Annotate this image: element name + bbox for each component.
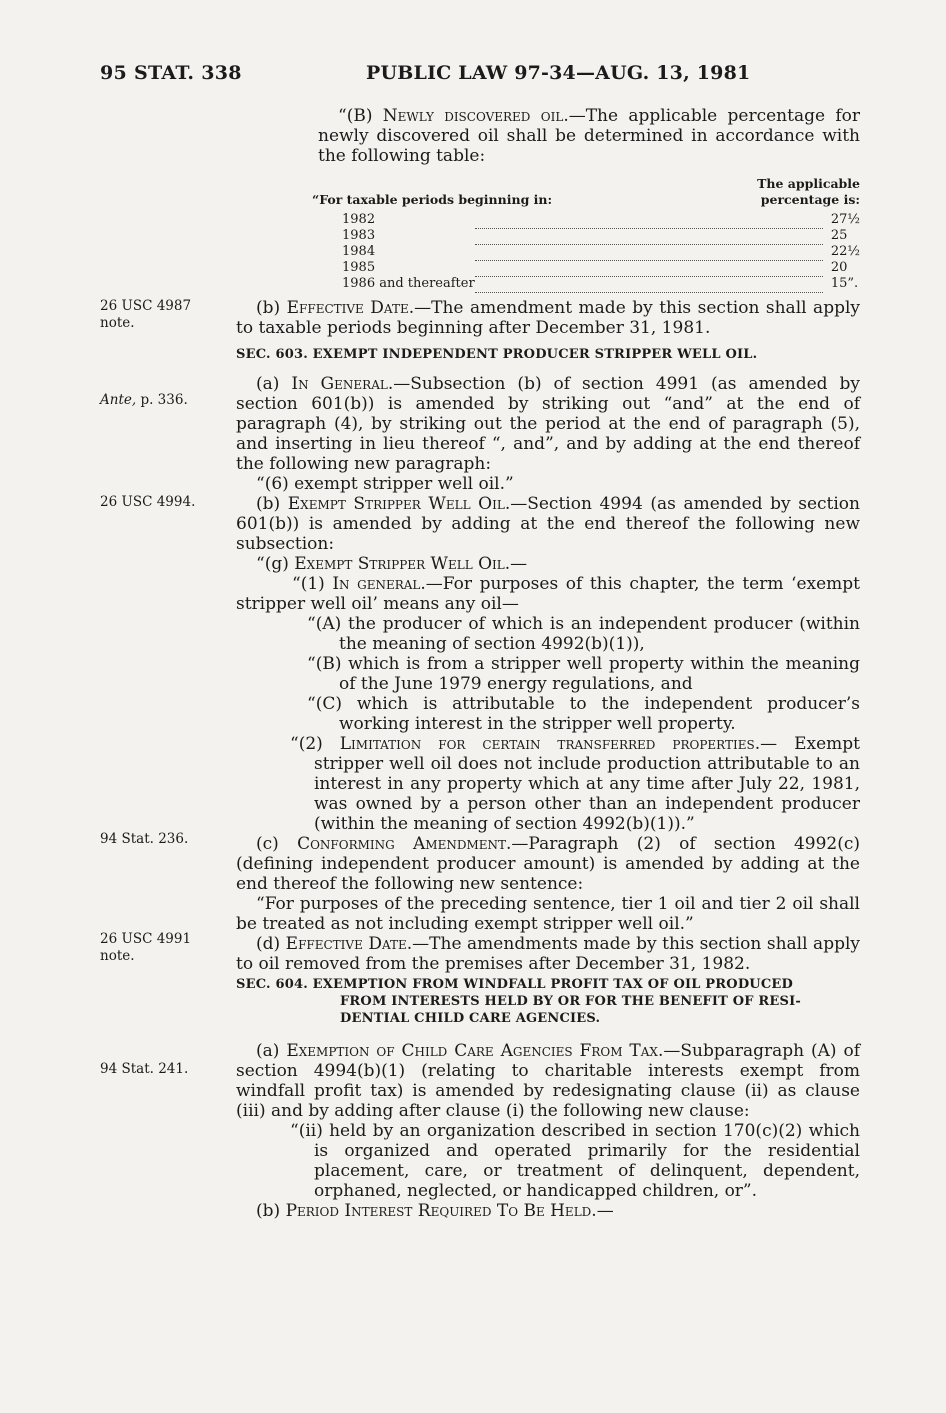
sec-604-body [236,1041,860,1221]
sec-603-g1 [236,574,860,614]
sec-603-g2 [236,734,860,834]
sec-603-gA: “(A) the producer of which is an independent producer (within the meaning of section 4992(b)(1)), [307,614,860,654]
body: .— Exempt stripper well oil does not include production attributable to an interest in any property which at any time after July 22, 1981, was owned by a person other than an independent producer (within the meaning of section 4992(b)(1)).” [314,734,860,834]
margin-note-26usc4994: 26 USC 4994. [100,494,196,510]
percentage-table [312,176,860,293]
prefix: (b) [256,298,287,318]
caption: Newly discovered oil [382,106,564,126]
leader-dots [475,228,823,244]
sec-603-a [236,374,860,474]
caption: Period Interest Required To Be Held [285,1201,592,1221]
prefix: “(2) [290,734,340,754]
col-header-line: percentage is: [760,192,860,207]
body: .—Subparagraph (A) of section 4994(b)(1) (relating to charitable interests exempt from windfall profit tax) is amended by redesignating clause (ii) as clause (iii) and by adding after clause (i) the following new clause: [236,1041,860,1121]
sec-604-a [236,1041,860,1121]
period-cell: 1984 [342,244,376,259]
percentage-cell: 20 [830,260,848,275]
table-header [312,176,860,212]
margin-note-line: note. [100,948,135,964]
sec-604-heading [236,976,860,1027]
body: .—Subsection (b) of section 4991 (as amended by section 601(b)) is amended by striking out “and” at the end of paragraph (4), by striking out the period at the end of paragraph (5), and inserting in lieu thereof “, and”, and by adding at the end thereof the following new paragraph: [236,374,860,474]
caption: In general [332,574,421,594]
heading-line: FROM INTERESTS HELD BY OR FOR THE BENEFIT OF RESI- [340,994,801,1009]
margin-note-line: p. 336. [136,392,188,408]
col-header-period: “For taxable periods beginning in: [312,192,553,207]
sec-603-b [236,494,860,554]
stat-page-number: 95 STAT. 338 [100,62,242,84]
table-row [342,212,860,228]
margin-note-line: 26 USC 4987 [100,298,192,314]
sec-603-g-heading [236,554,860,574]
percentage-cell: 22½ [830,244,860,259]
body: .—The amendment made by this section shall apply to taxable periods beginning after December 31, 1981. [236,298,860,338]
suffix: .— [591,1201,614,1221]
period-cell: 1983 [342,228,376,243]
body: .—The applicable percentage for newly discovered oil shall be determined in accordance with the following table: [318,106,861,166]
table-row [342,228,860,244]
leader-dots [475,212,823,228]
newly-discovered-oil-paragraph [318,106,860,166]
margin-note-26usc4987 [100,298,210,332]
table-row [342,276,860,292]
sec-603-heading: SEC. 603. EXEMPT INDEPENDENT PRODUCER STRIPPER WELL OIL. [236,347,758,362]
caption: Exempt Stripper Well Oil [294,554,505,574]
leader-dots [475,276,823,292]
heading-line: DENTIAL CHILD CARE AGENCIES. [340,1011,601,1026]
prefix: “(g) [256,554,295,574]
sec-604-a-clause: “(ii) held by an organization described in section 170(c)(2) which is organized and operated primarily for the residential placement, care, or treatment of delinquent, dependent, orphaned, neglected, or handicapped children, or”. [290,1121,860,1201]
running-header: PUBLIC LAW 97-34—AUG. 13, 1981 [366,62,751,84]
margin-note-26usc4991 [100,931,210,965]
percentage-cell: 25 [830,228,848,243]
table-row [342,260,860,276]
prefix: (a) [256,374,292,394]
sec-603-d [236,934,860,974]
sec-603-c [236,834,860,894]
body: .—For purposes of this chapter, the term ‘exempt stripper well oil’ means any oil— [236,574,860,614]
prefix: (a) [256,1041,287,1061]
caption: Effective Date [285,934,407,954]
prefix: “(1) [292,574,333,594]
margin-note-94stat236: 94 Stat. 236. [100,831,189,847]
prefix: (b) [256,494,288,514]
caption: In General [291,374,388,394]
paragraph-text [318,106,860,166]
percentage-cell: 27½ [830,212,860,227]
caption: Limitation for certain transferred properties [339,734,755,754]
sec-603-gC: “(C) which is attributable to the independent producer’s working interest in the stripper well property. [307,694,860,734]
period-cell: 1982 [342,212,376,227]
sec-604-b [236,1201,860,1221]
col-header-line: The applicable [757,176,860,191]
margin-note-line: note. [100,315,135,331]
margin-note-italic: Ante, [100,392,137,408]
period-cell: 1986 and thereafter [342,276,475,291]
prefix: (b) [256,1201,286,1221]
table-row [342,244,860,260]
period-cell: 1985 [342,260,376,275]
leader-dots [475,244,823,260]
sec-603-a-para6: “(6) exempt stripper well oil.” [256,474,514,494]
caption: Exemption of Child Care Agencies From Tax [286,1041,658,1061]
prefix: “(B) [338,106,383,126]
prefix: (c) [256,834,298,854]
caption: Effective Date [286,298,409,318]
heading-line: SEC. 604. EXEMPTION FROM WINDFALL PROFIT TAX OF OIL PRODUCED [236,977,793,992]
leader-dots [475,260,823,276]
sec-603-c-quote: “For purposes of the preceding sentence, tier 1 oil and tier 2 oil shall be treated as not including exempt stripper well oil.” [236,894,860,934]
margin-note-94stat241: 94 Stat. 241. [100,1061,189,1077]
margin-note-line: 26 USC 4991 [100,931,192,947]
sec-603-body [236,374,860,974]
effective-date-paragraph-1 [236,298,860,338]
prefix: (d) [256,934,286,954]
margin-note-ante [100,392,210,409]
body: .—Paragraph (2) of section 4992(c) (defining independent producer amount) is amended by adding at the end thereof the following new sentence: [236,834,860,894]
suffix: .— [504,554,528,574]
caption: Exempt Stripper Well Oil [287,494,505,514]
sec-603-gB: “(B) which is from a stripper well property within the meaning of the June 1979 energy regulations, and [307,654,860,694]
body: .—The amendments made by this section shall apply to oil removed from the premises after December 31, 1982. [236,934,861,974]
body: .—Section 4994 (as amended by section 601(b)) is amended by adding at the end thereof the following new subsection: [236,494,860,554]
caption: Conforming Amendment [297,834,507,854]
rates-table [342,212,860,293]
col-header-percentage [757,176,860,208]
percentage-cell: 15”. [830,276,859,291]
paragraph-text [236,298,860,338]
